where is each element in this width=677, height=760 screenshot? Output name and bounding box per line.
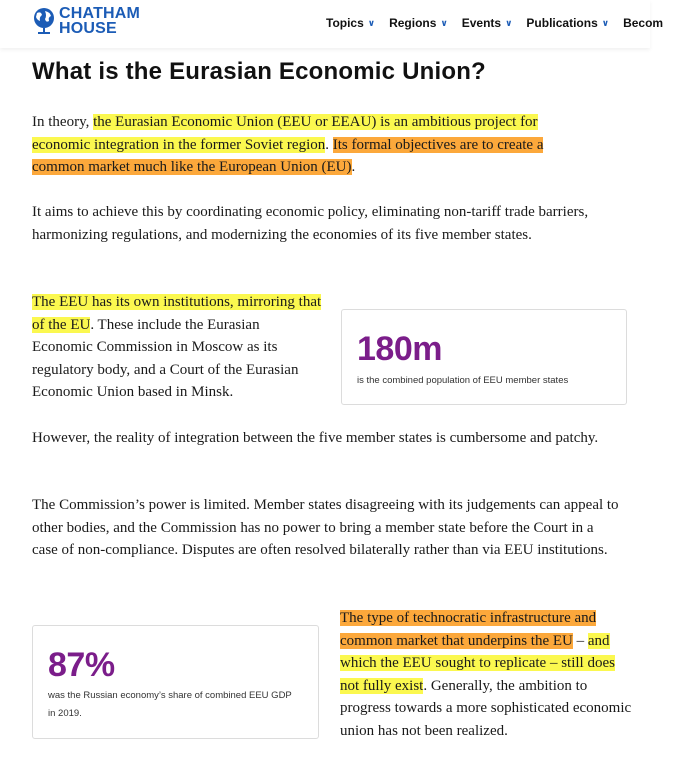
highlight-yellow: The EEU has its own institutions, mirroring that of the EU bbox=[32, 294, 322, 333]
logo-line2: HOUSE bbox=[59, 20, 117, 37]
infrastructure-text: . Generally, the ambition to progress towards a more sophisticated economic union has not been realized. bbox=[340, 677, 632, 739]
nav-topics-label: Topics bbox=[326, 16, 364, 30]
intro-text: . bbox=[325, 136, 333, 153]
highlight-yellow: the Eurasian Economic Union (EEU or EEAU) is an ambitious project for economic integration in the former Soviet region bbox=[32, 114, 538, 153]
page-title: What is the Eurasian Economic Union? bbox=[32, 58, 486, 85]
chevron-down-icon: ∨ bbox=[440, 17, 448, 28]
main-nav bbox=[326, 16, 677, 30]
nav-topics[interactable] bbox=[326, 16, 375, 30]
paragraph-reality: However, the reality of integration between the five member states is cumbersome and patchy. bbox=[32, 430, 599, 446]
nav-events[interactable] bbox=[462, 16, 513, 30]
nav-regions-label: Regions bbox=[389, 16, 437, 30]
highlight-yellow: and which the EEU sought to replicate – still does not fully exist bbox=[340, 632, 615, 694]
stat-label: is the combined population of EEU member states bbox=[357, 375, 569, 386]
chevron-down-icon: ∨ bbox=[505, 17, 513, 28]
nav-become-label: Becom bbox=[623, 16, 664, 30]
stat-value: 87% bbox=[48, 646, 115, 684]
institutions-text: . These include the Eurasian Economic Commission in Moscow as its regulatory body, and a Court of the Eurasian Economic Union based in Minsk. bbox=[32, 316, 299, 400]
paragraph-aims: It aims to achieve this by coordinating economic policy, eliminating non-tariff trade barriers, harmonizing regulations, and modernizing the economies of its five member states. bbox=[32, 204, 589, 243]
stat-card-population bbox=[341, 309, 627, 405]
logo-line1: CHATHAM bbox=[59, 5, 141, 22]
stat-label: was the Russian economy’s share of combined EEU GDP in 2019. bbox=[48, 690, 292, 719]
stat-card-gdp-share bbox=[32, 625, 319, 739]
nav-events-label: Events bbox=[461, 16, 502, 30]
intro-text: In theory, bbox=[32, 114, 94, 130]
chevron-down-icon: ∨ bbox=[367, 17, 376, 28]
site-header bbox=[0, 0, 664, 48]
highlight-orange: Its formal objectives are to create a common market much like the European Union (EU) bbox=[32, 136, 544, 175]
infrastructure-text: – bbox=[572, 632, 588, 649]
nav-publications[interactable] bbox=[526, 16, 609, 30]
paragraph-commission: The Commission’s power is limited. Member states disagreeing with its judgements can appeal to other bodies, and the Commission has no power to bring a member state before the Court in a case of non-compliance. Disputes are often resolved bilaterally rather than via EEU institutions. bbox=[32, 497, 619, 558]
paragraph-institutions bbox=[32, 291, 322, 404]
stat-value: 180m bbox=[357, 330, 442, 368]
chevron-down-icon: ∨ bbox=[601, 17, 610, 28]
paragraph-infrastructure bbox=[340, 607, 632, 742]
globe-logo-icon bbox=[32, 7, 56, 35]
intro-text: . bbox=[351, 159, 356, 175]
highlight-orange: The type of technocratic infrastructure and common market that underpins the EU bbox=[340, 610, 597, 649]
chatham-house-logo[interactable] bbox=[32, 6, 140, 36]
paragraph-intro bbox=[32, 111, 592, 179]
nav-regions[interactable] bbox=[389, 16, 448, 30]
nav-publications-label: Publications bbox=[526, 16, 598, 30]
nav-become[interactable] bbox=[623, 16, 663, 30]
